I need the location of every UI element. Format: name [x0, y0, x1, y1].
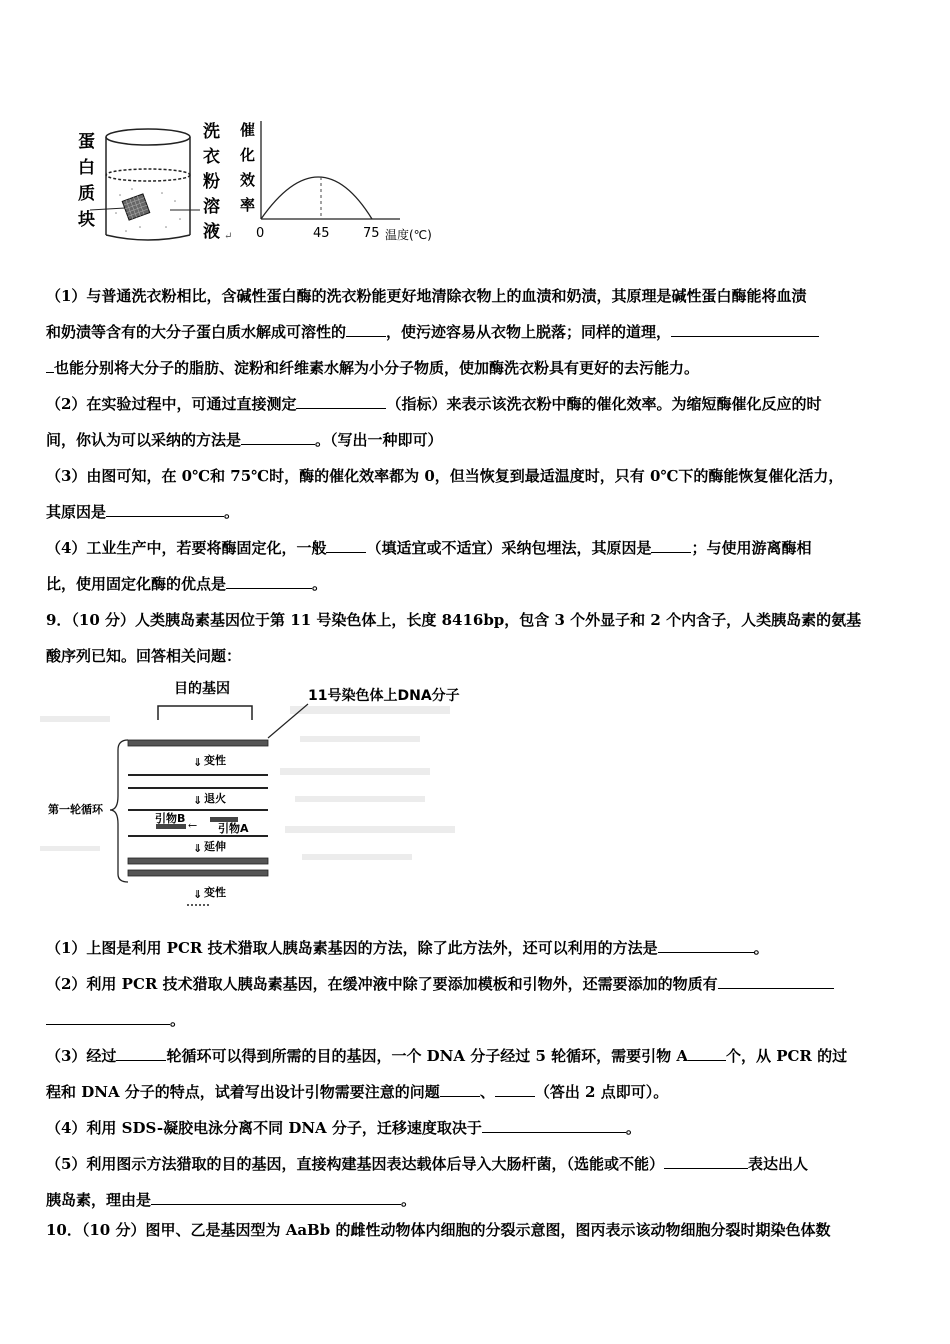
down-arrow-icon: ⇓ — [193, 842, 203, 855]
q9-part3-text: 轮循环可以得到所需的目的基因，一个 DNA 分子经过 5 轮循环，需要引物 A — [166, 1047, 688, 1065]
answer-blank[interactable] — [664, 1154, 748, 1169]
beaker — [106, 129, 190, 240]
yaxis-label-char: 化 — [240, 146, 256, 164]
q8-line — [46, 494, 906, 530]
answer-blank[interactable] — [326, 538, 366, 553]
answer-blank[interactable] — [440, 1082, 480, 1097]
q9-stem-text: 酸序列已知。回答相关问题： — [46, 647, 242, 665]
x-tick: 45 — [313, 226, 330, 241]
q9-part4-text: （4）利用 SDS-凝胶电泳分离不同 DNA 分子，迁移速度取决于 — [46, 1119, 482, 1137]
target-gene-label: 目的基因 — [174, 681, 230, 697]
answer-blank[interactable] — [106, 502, 224, 517]
q9-part1-text: （1）上图是利用 PCR 技术猎取人胰岛素基因的方法，除了此方法外，还可以利用的方法是 — [46, 939, 658, 957]
q8-part4-text: （4）工业生产中，若要将酶固定化，一般 — [46, 539, 327, 557]
answer-blank[interactable] — [718, 974, 834, 989]
q8-line — [46, 566, 906, 602]
q9-line — [46, 1002, 906, 1038]
answer-blank[interactable] — [116, 1046, 166, 1061]
solution-label-char: 衣 — [203, 147, 220, 167]
q9-part3-text: 程和 DNA 分子的特点，试着写出设计引物需要注意的问题 — [46, 1083, 440, 1101]
q8-part2-text: 间，你认为可以采纳的方法是 — [46, 431, 242, 449]
q9-line — [46, 1074, 906, 1110]
dna-molecule-label: 11号染色体上DNA分子 — [308, 688, 460, 704]
yaxis-label-char: 效 — [240, 171, 256, 189]
q9-part5-text: （5）利用图示方法猎取的目的基因，直接构建基因表达载体后导入大肠杆菌，（选能或不能） — [46, 1155, 664, 1173]
q8-part3-text: 其原因是 — [46, 503, 107, 521]
answer-blank[interactable] — [226, 574, 312, 589]
q9-line — [46, 1146, 906, 1182]
q8-part1-text: 也能分别将大分子的脂肪、淀粉和纤维素水解为小分子物质，使加酶洗衣粉具有更好的去污能力。 — [54, 359, 700, 377]
q8-part4-text: ；与使用游离酶相 — [691, 539, 812, 557]
q9-line — [46, 966, 906, 1002]
down-arrow-icon: ⇓ — [193, 888, 203, 901]
question-9-parts — [46, 930, 906, 1218]
beaker-label-char: 块 — [78, 210, 95, 230]
x-ticks — [256, 226, 432, 242]
q8-line — [46, 530, 906, 566]
arrow-icon: ← — [188, 819, 198, 832]
x-tick: 75 — [363, 226, 380, 241]
solution-label-char: 粉 — [203, 172, 220, 192]
answer-blank[interactable] — [46, 358, 54, 373]
pcr-diagram — [40, 676, 480, 916]
q8-part4-text: 。 — [312, 575, 328, 593]
x-axis-unit: 温度(℃) — [385, 228, 432, 242]
question-8 — [46, 278, 906, 602]
beaker-label-char: 白 — [78, 158, 95, 178]
yaxis-label-char: 催 — [240, 121, 256, 139]
step-extend: 延伸 — [204, 840, 226, 853]
q9-part3-text: 个，从 PCR 的过 — [725, 1047, 848, 1065]
q9-part2-text: 。 — [170, 1011, 186, 1029]
q10-stem-text: 10．（10 分）图甲、乙是基因型为 AaBb 的雌性动物体内细胞的分裂示意图，图丙表示该动物细胞分裂时期染色体数 — [46, 1221, 831, 1239]
solution-label-char: 溶 — [203, 197, 220, 217]
solution-label-char: 洗 — [203, 122, 220, 142]
answer-blank[interactable] — [495, 1082, 535, 1097]
answer-blank[interactable] — [46, 1010, 170, 1025]
q8-line — [46, 314, 906, 350]
arrow-glyph: ↵ — [224, 231, 233, 242]
primer-b-label: 引物B — [155, 812, 186, 825]
answer-blank[interactable] — [688, 1046, 726, 1061]
q9-part2-text: （2）利用 PCR 技术猎取人胰岛素基因，在缓冲液中除了要添加模板和引物外，还需要添加的物质有 — [46, 975, 718, 993]
question-10-stem — [46, 1212, 906, 1248]
q9-line — [46, 930, 906, 966]
primer-a-label: 引物A — [218, 822, 249, 835]
step-denature-2: 变性 — [204, 886, 226, 899]
q8-part1-text: ，使污迹容易从衣物上脱落；同样的道理， — [386, 323, 672, 341]
q8-part2-text: （2）在实验过程中，可通过直接测定 — [46, 395, 297, 413]
q8-line — [46, 278, 906, 314]
q9-part5-text: 。 — [401, 1191, 417, 1209]
yaxis-label — [239, 121, 255, 214]
q9-part4-text: 。 — [625, 1119, 641, 1137]
answer-blank[interactable] — [346, 322, 386, 337]
answer-blank[interactable] — [296, 394, 386, 409]
q9-stem-text: 9．（10 分）人类胰岛素基因位于第 11 号染色体上，长度 8416bp，包含 3 个外显子和 2 个内含子，人类胰岛素的氨基 — [46, 611, 862, 629]
q9-part3-text: （3）经过 — [46, 1047, 117, 1065]
q8-part2-text: 。（写出一种即可） — [315, 431, 443, 449]
answer-blank[interactable] — [241, 430, 315, 445]
step-denature: 变性 — [204, 754, 226, 767]
q8-line — [46, 386, 906, 422]
protein-block — [122, 194, 150, 220]
question-9-stem — [46, 602, 906, 674]
q8-part1-text: 和奶渍等含有的大分子蛋白质水解成可溶性的 — [46, 323, 347, 341]
enzyme-figure — [70, 115, 470, 255]
activity-curve — [261, 177, 372, 219]
q8-part1-text: （1）与普通洗衣粉相比，含碱性蛋白酶的洗衣粉能更好地清除衣物上的血渍和奶渍，其原理是碱性蛋白酶能将血渍 — [46, 287, 807, 305]
q9-part3-text: 、 — [479, 1083, 495, 1101]
cycle-label: 第一轮循环 — [48, 803, 103, 816]
q8-line — [46, 422, 906, 458]
step-anneal: 退火 — [204, 792, 226, 805]
q9-line — [46, 638, 906, 674]
q9-line — [46, 602, 906, 638]
q9-part3-text: （答出 2 点即可）。 — [534, 1083, 669, 1101]
q8-part3-text: （3）由图可知，在 0℃和 75℃时，酶的催化效率都为 0，但当恢复到最适温度时，只有 0℃下的酶能恢复催化活力， — [46, 467, 844, 485]
q8-line — [46, 350, 906, 386]
yaxis-label-char: 率 — [240, 196, 256, 214]
q8-part4-text: 比，使用固定化酶的优点是 — [46, 575, 227, 593]
solution-label — [202, 121, 220, 242]
answer-blank[interactable] — [151, 1190, 401, 1205]
q9-part5-text: 表达出人 — [747, 1155, 808, 1173]
q8-part2-text: （指标）来表示该洗衣粉中酶的催化效率。为缩短酶催化反应的时 — [386, 395, 822, 413]
beaker-label — [78, 131, 95, 230]
q9-line — [46, 1038, 906, 1074]
x-tick: 0 — [256, 226, 265, 241]
down-arrow-icon: ⇓ — [193, 794, 203, 807]
beaker-label-char: 质 — [78, 184, 95, 204]
solution-label-char: 液 — [203, 222, 220, 242]
q9-part5-text: 胰岛素，理由是 — [46, 1191, 152, 1209]
q8-part3-text: 。 — [224, 503, 240, 521]
answer-blank[interactable] — [482, 1118, 626, 1133]
q10-line — [46, 1212, 906, 1248]
pointer-line — [90, 208, 125, 210]
q8-part4-text: （填适宜或不适宜）采纳包埋法，其原因是 — [366, 539, 652, 557]
answer-blank[interactable] — [671, 322, 819, 337]
answer-blank[interactable] — [658, 938, 754, 953]
down-arrow-icon: ⇓ — [193, 756, 203, 769]
q8-line — [46, 458, 906, 494]
answer-blank[interactable] — [651, 538, 691, 553]
beaker-label-char: 蛋 — [78, 132, 95, 152]
q9-line — [46, 1110, 906, 1146]
q9-part1-text: 。 — [753, 939, 769, 957]
